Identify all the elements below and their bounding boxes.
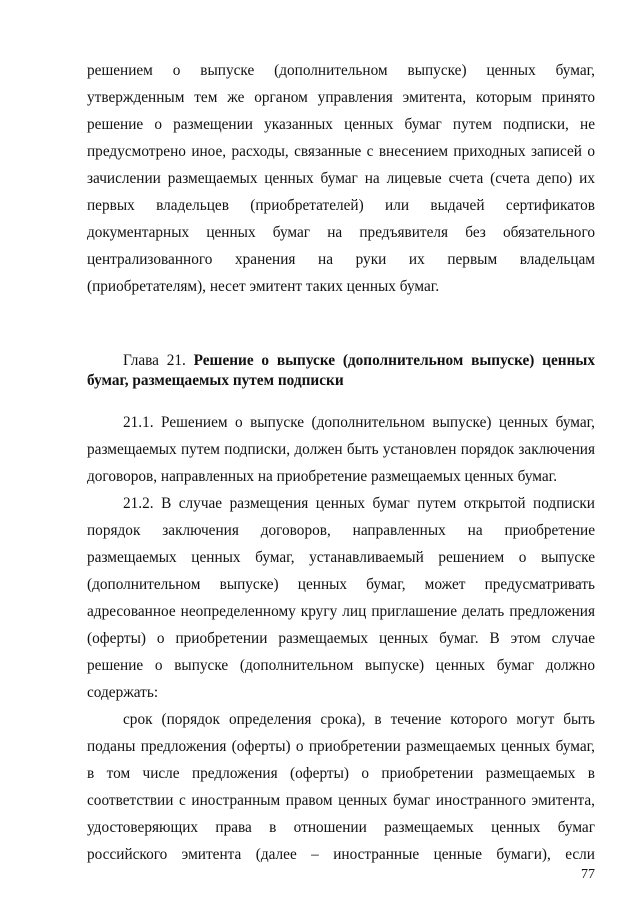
text-line: (дополнительном выпуске) ценных бумаг, может предусматривать	[87, 576, 595, 593]
chapter-title-line2: бумаг, размещаемых путем подписки	[87, 372, 344, 389]
text-line: предусмотрено иное, расходы, связанные с внесением приходных записей о	[87, 143, 595, 160]
text-line: договоров, направленных на приобретение размещаемых ценных бумаг.	[87, 468, 558, 485]
text-line: срок (порядок определения срока), в течение которого могут быть	[123, 711, 595, 728]
chapter-heading-continuation	[87, 370, 595, 391]
text-line: поданы предложения (оферты) о приобретении размещаемых ценных бумаг,	[87, 738, 595, 755]
text-line: содержать:	[87, 684, 159, 701]
text-line: (приобретателям), несет эмитент таких ценных бумаг.	[87, 278, 440, 295]
text-line: адресованное неопределенному кругу лиц приглашение делать предложения	[87, 603, 595, 620]
chapter-title-line1: Решение о выпуске (дополнительном выпуске) ценных	[193, 352, 595, 369]
text-line: порядок заключения договоров, направленных на приобретение	[87, 522, 595, 539]
text-line: решение о выпуске (дополнительном выпуске) ценных бумаг должно	[87, 657, 595, 674]
text-line: первых владельцев (приобретателей) или выдачей сертификатов	[87, 197, 595, 214]
text-line: 21.2. В случае размещения ценных бумаг путем открытой подписки	[123, 495, 595, 512]
text-line: 21.1. Решением о выпуске (дополнительном выпуске) ценных бумаг,	[123, 414, 595, 431]
text-line: в том числе предложения (оферты) о приобретении размещаемых в	[87, 765, 595, 782]
chapter-prefix: Глава 21.	[123, 352, 194, 369]
page-number: 77	[581, 867, 595, 882]
chapter-heading	[123, 350, 595, 371]
text-line: размещаемых ценных бумаг, устанавливаемый решением о выпуске	[87, 549, 595, 566]
text-line: соответствии с иностранным правом ценных бумаг иностранного эмитента,	[87, 792, 595, 809]
text-line: решение о размещении указанных ценных бумаг путем подписки, не	[87, 116, 595, 133]
text-line: зачислении размещаемых ценных бумаг на лицевые счета (счета депо) их	[87, 170, 595, 187]
text-line: размещаемых путем подписки, должен быть установлен порядок заключения	[87, 441, 595, 458]
text-line: централизованного хранения на руки их первым владельцам	[87, 251, 595, 268]
text-line: российского эмитента (далее – иностранные ценные бумаги), если	[87, 846, 595, 863]
text-line: (оферты) о приобретении размещаемых ценных бумаг. В этом случае	[87, 630, 595, 647]
text-line: удостоверяющих права в отношении размещаемых ценных бумаг	[87, 819, 595, 836]
text-line: утвержденным тем же органом управления эмитента, которым принято	[87, 89, 595, 106]
text-line: документарных ценных бумаг на предъявителя без обязательного	[87, 224, 595, 241]
text-line: решением о выпуске (дополнительном выпуске) ценных бумаг,	[87, 62, 595, 79]
